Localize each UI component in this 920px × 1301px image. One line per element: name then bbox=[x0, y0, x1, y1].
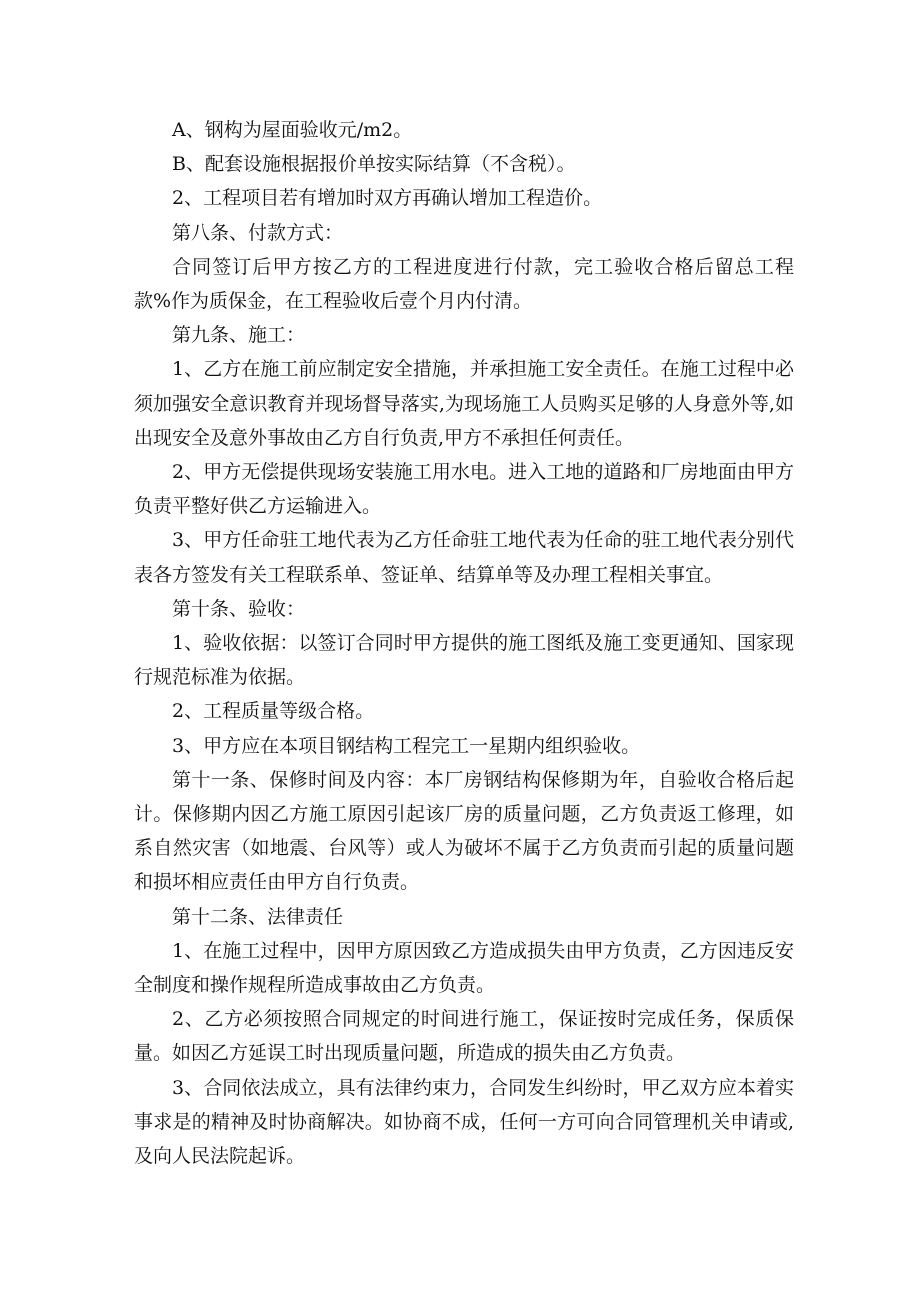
article-8-payment-text: 合同签订后甲方按乙方的工程进度进行付款，完工验收合格后留总工程款%作为质保金，在工程验收后壹个月内付清。 bbox=[134, 255, 794, 313]
paragraph-b-facilities: B、配套设施根据报价单按实际结算（不含税）。 bbox=[172, 153, 576, 176]
paragraph-a-steel-roof: A、钢构为屋面验收元/m2。 bbox=[172, 119, 413, 141]
article-9-item-1: 1、乙方在施工前应制定安全措施，并承担施工安全责任。在施工过程中必须加强安全意识教育并现场督导落实,为现场施工人员购买足够的人身意外等,如出现安全及意外事故由乙方自行负责,甲方不承担任何责任。 bbox=[134, 358, 794, 449]
article-9-item-3: 3、甲方任命驻工地代表为乙方任命驻工地代表为任命的驻工地代表分别代表各方签发有关工程联系单、签证单、结算单等及办理工程相关事宜。 bbox=[134, 529, 794, 586]
article-10-item-3: 3、甲方应在本项目钢结构工程完工一星期内组织验收。 bbox=[172, 734, 641, 757]
article-12-item-2: 2、乙方必须按照合同规定的时间进行施工，保证按时完成任务，保质保量。如因乙方延误工时出现质量问题，所造成的损失由乙方负责。 bbox=[134, 1008, 794, 1065]
article-12-heading: 第十二条、法律责任 bbox=[172, 905, 344, 928]
article-9-item-2: 2、甲方无偿提供现场安装施工用水电。进入工地的道路和厂房地面由甲方负责平整好供乙方运输进入。 bbox=[134, 461, 794, 518]
paragraph-2-additional-cost: 2、工程项目若有增加时双方再确认增加工程造价。 bbox=[172, 187, 603, 210]
article-9-heading: 第九条、施工： bbox=[172, 324, 306, 347]
article-10-heading: 第十条、验收： bbox=[172, 597, 306, 620]
article-12-item-1: 1、在施工过程中，因甲方原因致乙方造成损失由甲方负责，乙方因违反安全制度和操作规程所造成事故由乙方负责。 bbox=[134, 939, 794, 997]
article-10-item-1: 1、验收依据：以签订合同时甲方提供的施工图纸及施工变更通知、国家现行规范标准为依据。 bbox=[134, 632, 794, 689]
article-12-item-3: 3、合同依法成立，具有法律约束力，合同发生纠纷时，甲乙双方应本着实事求是的精神及时协商解决。如协商不成，任何一方可向合同管理机关申请或,及向人民法院起诉。 bbox=[134, 1076, 794, 1168]
article-10-item-2: 2、工程质量等级合格。 bbox=[172, 700, 375, 723]
article-11-warranty: 第十一条、保修时间及内容：本厂房钢结构保修期为年，自验收合格后起计。保修期内因乙方施工原因引起该厂房的质量问题，乙方负责返工修理，如系自然灾害（如地震、台风等）或人为破坏不属于乙方负责而引起的质量问题和损坏相应责任由甲方自行负责。 bbox=[134, 768, 794, 894]
contract-body bbox=[134, 113, 794, 1173]
article-8-heading: 第八条、付款方式： bbox=[172, 221, 344, 244]
